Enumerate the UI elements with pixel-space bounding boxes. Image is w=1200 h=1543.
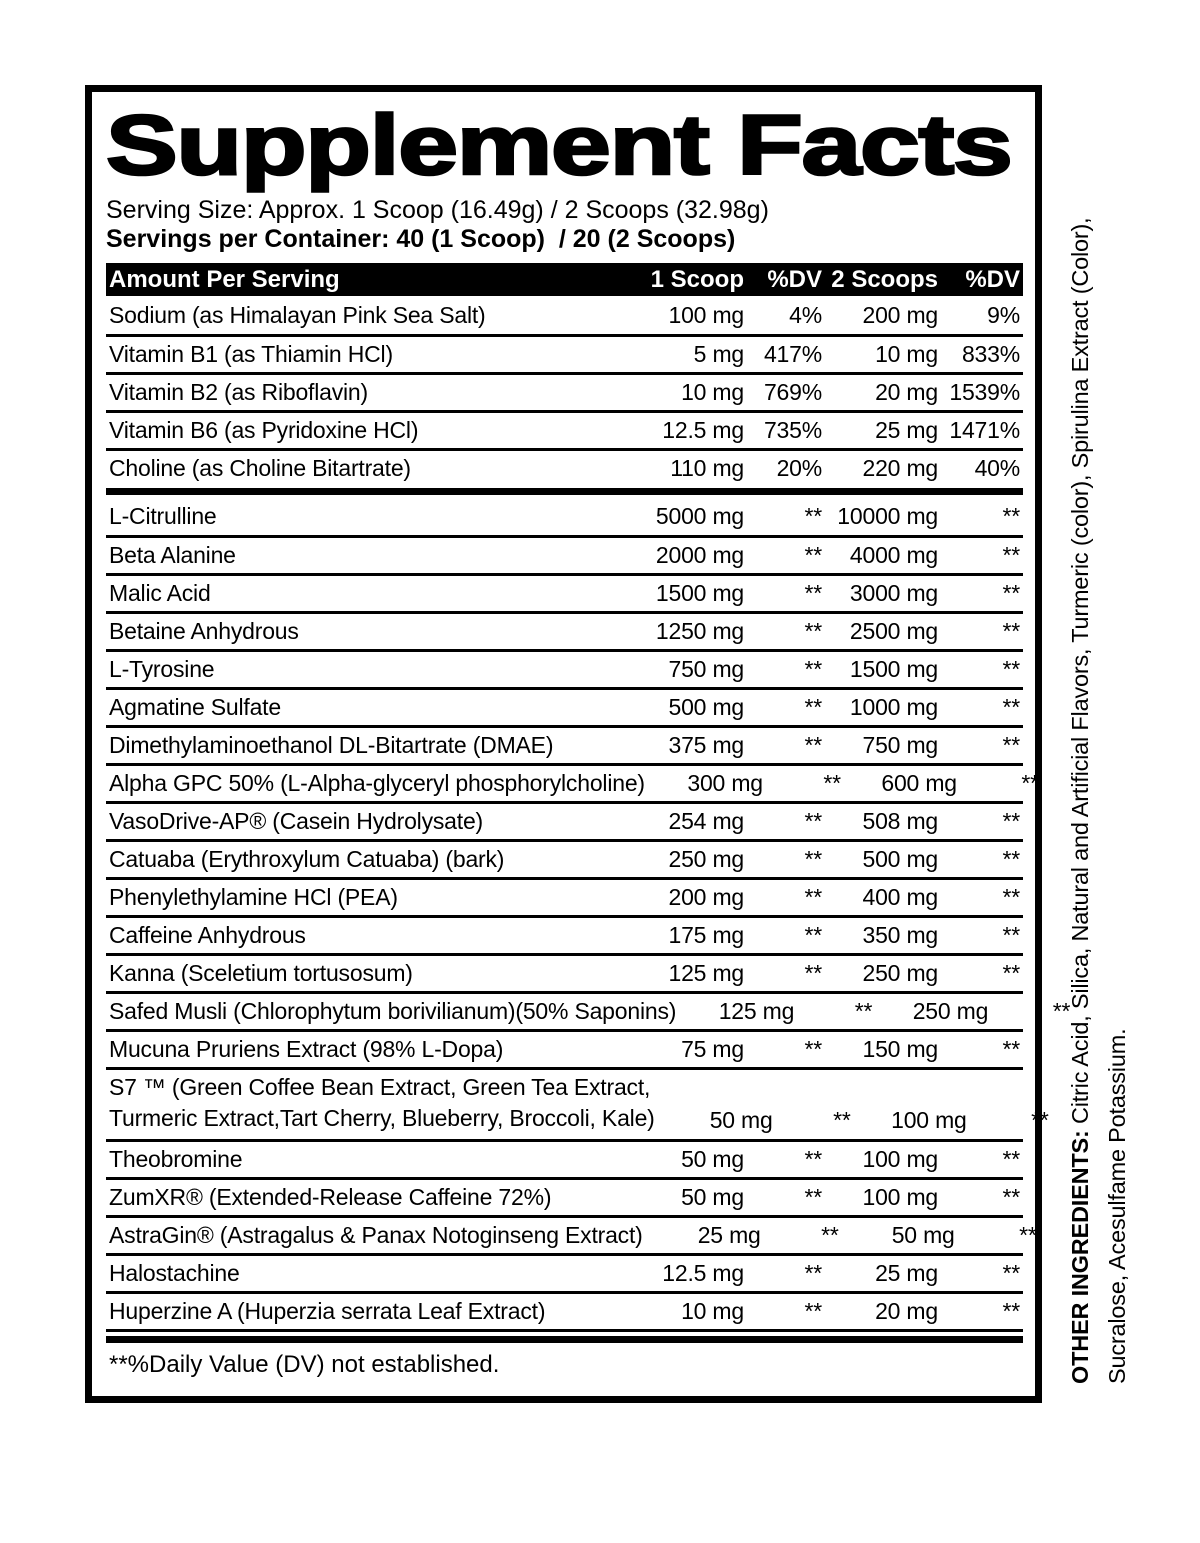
ingredient-name: L-Tyrosine [109,656,215,682]
amount-1-scoop: 100 mg [668,301,744,328]
amount-1-scoop: 5000 mg [655,502,744,529]
dv-1-scoop: ** [804,960,822,986]
amount-1-scoop: 254 mg [668,808,744,834]
table-row [106,763,1039,801]
table-row [106,1215,1037,1253]
table-row [106,1139,1023,1177]
dv-2-scoops: ** [1002,694,1020,720]
amount-1-scoop: 50 mg [709,1107,773,1133]
amount-2-scoops: 2500 mg [849,618,938,644]
ingredient-name: Agmatine Sulfate [109,694,281,720]
amount-2-scoops: 600 mg [881,770,957,796]
table-row [106,687,1023,725]
dv-2-scoops: ** [1002,922,1020,948]
amount-2-scoops: 20 mg [875,379,938,405]
amount-2-scoops: 350 mg [862,922,938,948]
amount-1-scoop: 125 mg [718,998,795,1024]
amount-2-scoops: 100 mg [891,1107,967,1133]
dv-2-scoops: ** [1002,884,1020,910]
dv-2-scoops: ** [1002,1184,1020,1210]
table-row [106,801,1023,839]
dv-2-scoops: ** [1002,1036,1020,1062]
dv-2-scoops: ** [1002,1298,1020,1324]
amount-2-scoops: 4000 mg [849,542,938,568]
dv-2-scoops: ** [1052,998,1071,1024]
ingredient-name: Huperzine A (Huperzia serrata Leaf Extract) [109,1298,546,1324]
table-row [106,1253,1023,1291]
dv-1-scoop: ** [804,1184,822,1210]
amount-1-scoop: 10 mg [681,1298,744,1324]
ingredient-name: Sodium (as Himalayan Pink Sea Salt) [109,301,486,328]
table-row [106,1067,1049,1139]
table-row [106,334,1023,372]
dv-2-scoops: 40% [974,455,1020,481]
dv-1-scoop: ** [804,732,822,758]
amount-1-scoop: 1250 mg [655,618,744,644]
dv-1-scoop: ** [804,618,822,644]
ingredient-name: Safed Musli (Chlorophytum borivilianum)(50% Saponins) [109,998,677,1024]
ingredient-name: Dimethylaminoethanol DL-Bitartrate (DMAE) [109,732,554,758]
dv-2-scoops: ** [1002,542,1020,568]
footnote-divider [106,1336,1023,1343]
dv-2-scoops: 833% [961,341,1020,367]
amount-1-scoop: 10 mg [681,379,744,405]
ingredient-name: Betaine Anhydrous [109,618,299,644]
dv-1-scoop: ** [804,1146,822,1172]
dv-2-scoops: ** [1002,960,1020,986]
amount-2-scoops: 1000 mg [849,694,938,720]
amount-2-scoops: 400 mg [862,884,938,910]
dv-2-scoops: 9% [987,301,1020,328]
dv-1-scoop: ** [804,580,822,606]
amount-1-scoop: 500 mg [668,694,744,720]
amount-2-scoops: 1500 mg [849,656,938,682]
table-row [106,372,1023,410]
table-row [106,1177,1023,1215]
amount-1-scoop: 175 mg [668,922,744,948]
dv-1-scoop: ** [804,884,822,910]
table-row [106,611,1023,649]
amount-1-scoop: 300 mg [687,770,763,796]
amount-2-scoops: 500 mg [862,846,938,872]
dv-2-scoops: ** [1031,1107,1049,1133]
table-row [106,915,1023,953]
amount-2-scoops: 25 mg [875,417,938,443]
table-row [106,573,1023,611]
amount-1-scoop: 375 mg [668,732,744,758]
ingredient-name: AstraGin® (Astragalus & Panax Notoginseng Extract) [109,1222,643,1248]
dv-1-scoop: ** [804,1036,822,1062]
other-ingredients-line-2: Sucralose, Acesulfame Potassium. [1104,1028,1130,1384]
table-row [106,497,1023,535]
table-row [106,1029,1023,1067]
dv-2-scoops: ** [1002,1260,1020,1286]
table-row [106,649,1023,687]
table-row [106,839,1023,877]
amount-2-scoops: 200 mg [862,301,938,328]
header-dv-1: %DV [767,265,822,293]
ingredient-name: Vitamin B6 (as Pyridoxine HCl) [109,417,419,443]
table-row [106,410,1023,448]
amount-1-scoop: 5 mg [693,341,744,367]
ingredient-name: Caffeine Anhydrous [109,922,306,948]
ingredient-name: ZumXR® (Extended-Release Caffeine 72%) [109,1184,552,1210]
dv-1-scoop: ** [804,846,822,872]
amount-1-scoop: 12.5 mg [662,417,744,443]
ingredient-name: Beta Alanine [109,542,236,568]
table-row [106,953,1023,991]
ingredient-name: Phenylethylamine HCl (PEA) [109,884,398,910]
amount-2-scoops: 750 mg [862,732,938,758]
amount-2-scoops: 10000 mg [837,502,938,529]
dv-1-scoop: ** [833,1107,851,1133]
other-ingredients-list: Citric Acid, Silica, Natural and Artificial Flavors, Turmeric (color), Spirulina Extract (Color), [1067,217,1093,1131]
servings-per-container-line: Servings per Container: 40 (1 Scoop) / 20 (2 Scoops) [106,225,736,253]
amount-2-scoops: 150 mg [862,1036,938,1062]
table-row [106,535,1023,573]
table-row [106,877,1023,915]
amount-1-scoop: 200 mg [668,884,744,910]
other-ingredients-line-1 [1062,190,1099,1384]
amount-2-scoops: 10 mg [875,341,938,367]
dv-2-scoops: ** [1021,770,1039,796]
amount-2-scoops: 250 mg [862,960,938,986]
section-divider [106,488,1023,495]
supplement-facts-panel [85,85,1071,1403]
dv-1-scoop: ** [804,502,822,529]
header-amount-per-serving: Amount Per Serving [109,265,340,293]
ingredient-name: S7 ™ (Green Coffee Bean Extract, Green Tea Extract, Turmeric Extract,Tart Cherry, Blueberry, Broccoli, Kale) [109,1074,655,1131]
ingredient-name: Halostachine [109,1260,240,1286]
table-row [106,991,1071,1029]
dv-1-scoop: ** [821,1222,839,1248]
dv-2-scoops: ** [1002,808,1020,834]
dv-2-scoops: ** [1002,732,1020,758]
amount-1-scoop: 250 mg [668,846,744,872]
amount-1-scoop: 75 mg [681,1036,744,1062]
dv-1-scoop: 417% [763,341,822,367]
dv-1-scoop: ** [804,1298,822,1324]
ingredient-name: Vitamin B1 (as Thiamin HCl) [109,341,393,367]
amount-2-scoops: 220 mg [862,455,938,481]
dv-1-scoop: ** [804,808,822,834]
dv-1-scoop: 20% [776,455,822,481]
table-row [106,448,1023,486]
amount-1-scoop: 125 mg [668,960,744,986]
ingredient-name: VasoDrive-AP® (Casein Hydrolysate) [109,808,484,834]
dv-1-scoop: ** [804,694,822,720]
dv-1-scoop: ** [804,922,822,948]
dv-2-scoops: ** [1019,1222,1037,1248]
dv-1-scoop: ** [804,1260,822,1286]
amount-1-scoop: 12.5 mg [662,1260,744,1286]
ingredient-name: Malic Acid [109,580,211,606]
dv-2-scoops: ** [1002,1146,1020,1172]
table-row [106,725,1023,763]
amount-2-scoops: 20 mg [875,1298,938,1324]
dv-2-scoops: ** [1002,656,1020,682]
amount-1-scoop: 50 mg [681,1146,744,1172]
dv-2-scoops: 1471% [949,417,1020,443]
amount-2-scoops: 50 mg [891,1222,955,1248]
ingredient-name: Choline (as Choline Bitartrate) [109,455,411,481]
amount-1-scoop: 110 mg [670,455,744,481]
ingredient-name: Catuaba (Erythroxylum Catuaba) (bark) [109,846,505,872]
ingredient-name: Kanna (Sceletium tortusosum) [109,960,413,986]
amount-1-scoop: 750 mg [668,656,744,682]
dv-2-scoops: ** [1002,502,1020,529]
amount-1-scoop: 2000 mg [655,542,744,568]
amount-2-scoops: 3000 mg [849,580,938,606]
dv-1-scoop: 735% [763,417,822,443]
header-dv-2: %DV [965,265,1020,293]
amount-2-scoops: 100 mg [862,1146,938,1172]
ingredient-name: Theobromine [109,1146,243,1172]
ingredient-name: Alpha GPC 50% (L-Alpha-glyceryl phosphorylcholine) [109,770,645,796]
table-header-bar [106,263,1023,296]
dv-2-scoops: ** [1002,580,1020,606]
amount-1-scoop: 25 mg [697,1222,761,1248]
amount-1-scoop: 1500 mg [655,580,744,606]
other-ingredients-text [1062,190,1136,1384]
header-2-scoops: 2 Scoops [831,265,938,293]
daily-value-footnote: **%Daily Value (DV) not established. [109,1351,500,1378]
amount-1-scoop: 50 mg [681,1184,744,1210]
dv-2-scoops: ** [1002,618,1020,644]
dv-1-scoop: 769% [763,379,822,405]
dv-2-scoops: ** [1002,846,1020,872]
ingredient-name: Mucuna Pruriens Extract (98% L-Dopa) [109,1036,504,1062]
amount-2-scoops: 508 mg [862,808,938,834]
dv-1-scoop: 4% [789,301,822,328]
ingredient-rows [106,296,1071,1332]
header-1-scoop: 1 Scoop [650,265,744,293]
table-row [106,1291,1023,1329]
table-row [106,296,1023,334]
dv-2-scoops: 1539% [949,379,1020,405]
amount-2-scoops: 250 mg [912,998,989,1024]
amount-2-scoops: 25 mg [875,1260,938,1286]
other-ingredients-label: OTHER INGREDIENTS: [1067,1130,1093,1384]
panel-title: Supplement Facts [106,98,1012,192]
amount-2-scoops: 100 mg [862,1184,938,1210]
serving-size-line: Serving Size: Approx. 1 Scoop (16.49g) / 2 Scoops (32.98g) [106,196,769,224]
ingredient-name: Vitamin B2 (as Riboflavin) [109,379,368,405]
dv-1-scoop: ** [804,656,822,682]
dv-1-scoop: ** [854,998,873,1024]
dv-1-scoop: ** [804,542,822,568]
ingredient-name: L-Citrulline [109,502,217,529]
dv-1-scoop: ** [823,770,841,796]
